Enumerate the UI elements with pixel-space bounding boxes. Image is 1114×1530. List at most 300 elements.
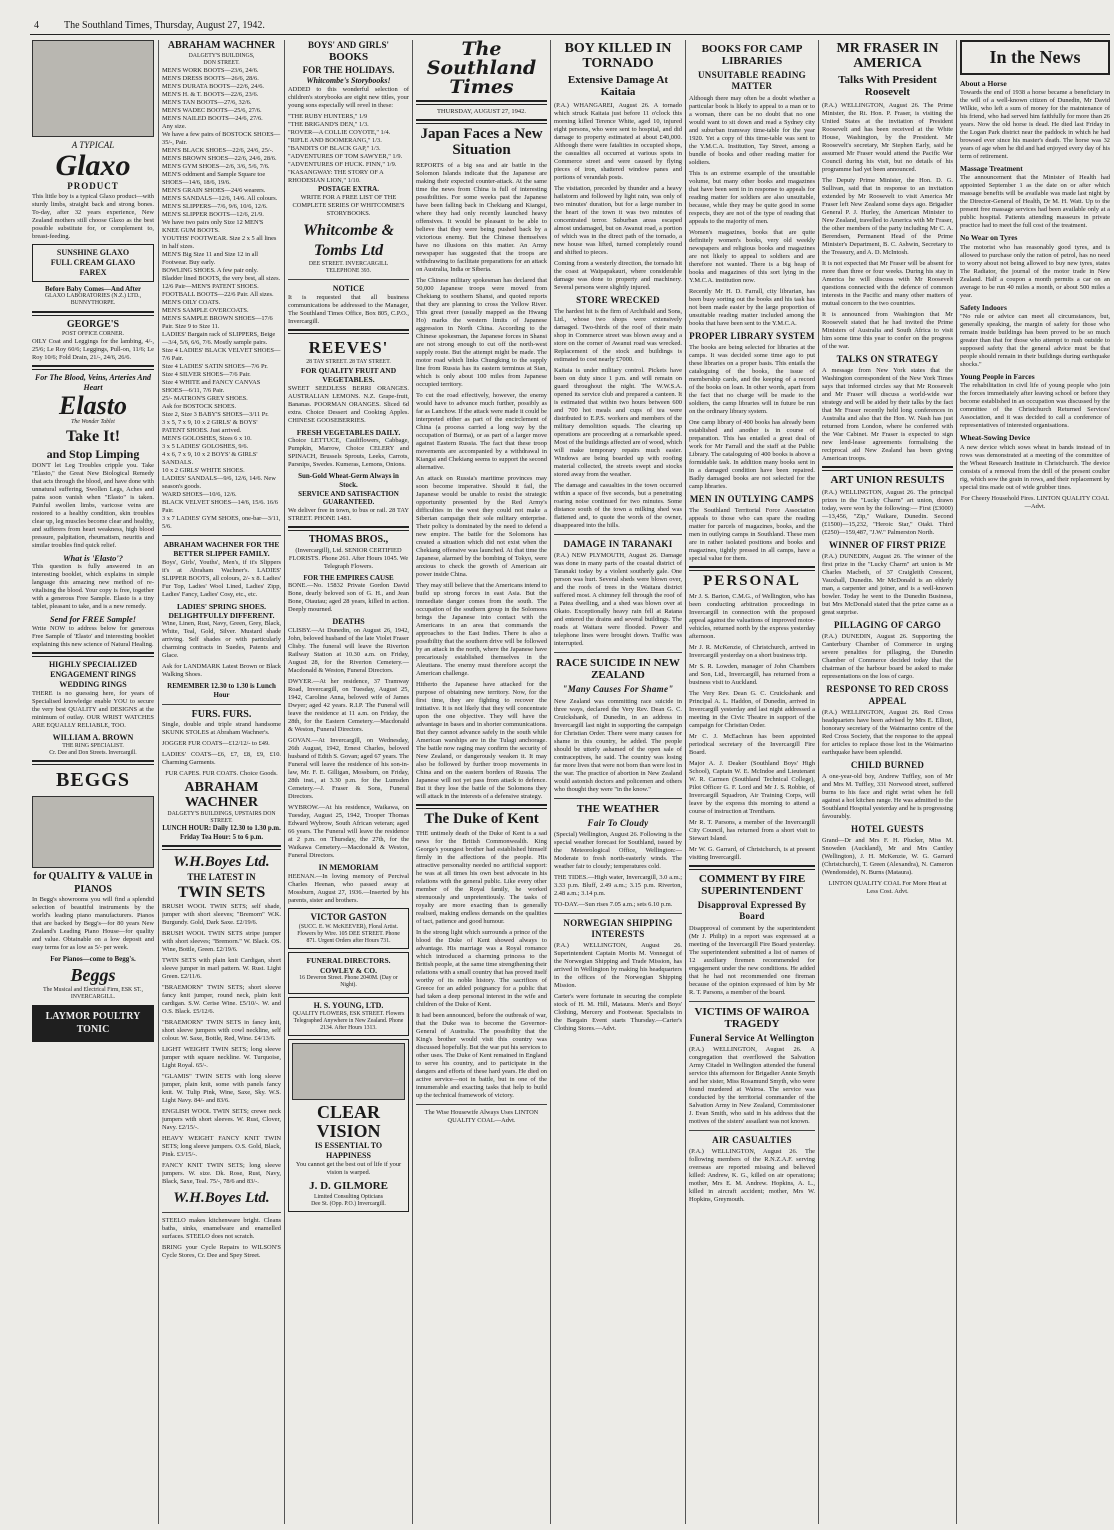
divider (416, 1104, 547, 1105)
furs-ladies: LADIES' COATS—£6, £7, £8, £9, £10. Charming Garments. (162, 751, 281, 767)
furs-text: Single, double and triple strand handsome SKUNK STOLES at Abraham Wachner's. (162, 721, 281, 737)
library-paragraph: Recently Mr H. D. Farrall, city librarian, has been busy sorting out the books and his task has not been made easier by the large proportion of unsuitable reading matter included among the books that have been sent to the Y.M.C.A. (689, 287, 815, 327)
georges-sub: POST OFFICE CORNER. (62, 331, 124, 338)
memoriam-head: IN MEMORIAM (318, 863, 379, 873)
tornado-body (554, 102, 682, 292)
book-title: "ADVENTURES OF HUCK. FINN," 1/9. (288, 161, 397, 169)
fraser-body (822, 102, 953, 351)
store-paragraph: The hardest hit is the firm of Archibald and Sons, Ltd., whose two shops were extensively damaged. Two-thirds of the roof of their main shop in Commerce street was blown away and a store on the corner of Awanui road was wrecked. Replacement of the stock and buildings is estimated to cost nearly £7000. (554, 307, 682, 363)
wachner-item: MEN'S DURATA BOOTS—22/6, 24/6. (162, 82, 265, 90)
column-6 (689, 40, 815, 1524)
wachner-addr: DALGETY'S BUILDINGS, (188, 52, 255, 59)
glaxo-text: This little boy is a typical Glaxo product—with sturdy limbs, straight back and strong bones. To-day, after 32 years experience, New Zealand mothers still choose Glaxo as the best possible substitute for, or complement to, breast-feeding. (32, 192, 154, 240)
masthead-line: The Southland Times, Thursday, August 27, 1942. (64, 20, 265, 31)
proper-library-subhead: PROPER LIBRARY SYSTEM (689, 330, 815, 341)
news-items (960, 79, 1110, 492)
young-text: QUALITY FLOWERS, ESK STREET. Flowers Telegraphed Anywhere in New Zealand. Phone 2134. After Hours 1313. (292, 1010, 405, 1031)
wachner-item: Size 4 SILVER SHOES—7/6 Pair. (162, 370, 251, 378)
fraser-paragraph: The Deputy Prime Minister, the Hon. D. G. Sullivan, said that in response to an invitation extended by Mr Roosevelt to visit America Mr Fraser left New Zealand some days ago. Brigadier General P. J. Hurley, the American Minister to New Zealand, travelled to America with Mr Fraser, the other members of the party including Mr C. A. Berendsen, Permanent Head of the Prime Minister's Department, B. C. Ashwin, Secretary to the Treasury, and A. D. McIntosh. (822, 176, 953, 256)
column-2 (162, 40, 281, 1524)
wachner-item: 25/- MATRON'S GREY SHOES. (162, 394, 248, 402)
twin-set-item: FANCY KNIT TWIN SETS; long sleeve jumpers. W. size. Dk. Rose, Rust, Navy, Black, Saxe, Teal. 75/-, 78/6 and 83/-. (162, 1162, 281, 1186)
wachner-item: Size 2, Size 3 BABY'S SHOES—3/11 Pr. (162, 410, 269, 418)
library-paragraph: This is an extreme example of the unsuitable volume, but many other books and magazines that have been sent in in response to appeals for reading matter for soldiers are also unsuitable, because, while they may be quite good in some respects, they are not of the type of reading that appeals to the majority of men. (689, 169, 815, 225)
wachner-item: MEN'S SAMPLE BROWN SHOES—17/6 Pair. Size 9 to Size 11. (162, 314, 273, 330)
wachner-item: YOUTHS' FOOTWEAR. Size 2 x 5 all lines in half sizes. (162, 234, 277, 250)
divider (689, 865, 815, 870)
twin-set-item: "GLAMIS" TWIN SETS with long sleeve jumper, plain knit, some with panels fancy knit. W. Tulip Pink, Wine, Saxe, Sky. W.S. Light Navy. 84/- and 83/6. (162, 1073, 281, 1105)
beggs-footer: For Pianos—come to Begg's. (50, 955, 136, 964)
child-text: A one-year-old boy, Andrew Tuffley, son of Mr and Mrs M. Tuffley, 331 Norwood street, suffered burns to his face and right wrist when he fell against a hot kitchen range. He was admitted to the Southland Hospital yesterday and he is progressing favourably. (822, 773, 953, 821)
wairoa-text: (P.A.) WELLINGTON, August 26. A congregation that overflowed the Salvation Army Citadel in Wellington attended the funeral service this afternoon for Brigadier Annie Smyth and her sister, Miss Rosamund Smyth, who were found murdered at Wairoa. The service was conducted by the territorial commander of the Salvation Army in New Zealand, Commissioner J. Evan Smith, who said in his address that the motives of the sisters' assailant was not known. (689, 1046, 815, 1126)
divider (416, 119, 547, 124)
whitcombe-tel: TELEPHONE 393. (325, 268, 372, 275)
column-divider (818, 40, 819, 1524)
wachner2-name: ABRAHAM WACHNER (184, 780, 259, 811)
hotel-headline: HOTEL GUESTS (851, 824, 924, 835)
twin-set-item: LIGHT WEIGHT TWIN SETS; long sleeve jumper with square neckline. W. Turquoise, Light Royal. 65/-. (162, 1046, 281, 1070)
hotel-text: Grand—Dr and Mrs F. H. Plucker, Miss M. Snowden (Auckland), Mr and Mrs Cantley (Wellington), J. H. McKenzie, W. G. Garrard (Christchurch), T. Green (Alexandra), N. Cameron (Wendonside), N. Burns (Mataura). (822, 837, 953, 877)
divider (162, 1212, 281, 1213)
glaxo-product: PRODUCT (67, 181, 119, 192)
death-notice: DWYER.—At her residence, 37 Tramway Road, Invercargill, on Tuesday, August 25, 1942, Caroline Anna, beloved wife of James Dwyer; aged 42 years. R.I.P. The Funeral will leave the residence at 11 a.m. on Friday, the 28th, for the Eastern Cemetery.—Macdonald & Weston, Funeral Directors. (288, 678, 409, 734)
news-item-heading: About a Horse (960, 78, 1007, 88)
suicide-headline: RACE SUICIDE IN NEW ZEALAND (556, 657, 680, 682)
divider (416, 100, 547, 105)
weather-headline: THE WEATHER (576, 802, 660, 815)
brown-addr: Cr. Dee and Don Streets. Invercargill. (49, 750, 137, 757)
divider (689, 1130, 815, 1131)
column-divider (685, 40, 686, 1524)
editorial-paragraph: An attack on Russia's maritime provinces may soon become imperative. Should it fail, the Japanese would be unable to resist the strategic opportunity presented by the Red Army's difficulties in the west they could not make a Siberian campaign their sole military enterprise. Their policy is dominated by the need to defend a new empire. The battle for the Solomons has created a situation which did not exist when the Chekiang offensive was launched. At that time the Japanese, alarmed by the bombing of Tokyo, were anxious to check the growth of American air power inside China. (416, 474, 547, 578)
news-item-text: The announcement that the Minister of Health had appointed September 1 as the date on or after which massage benefits will be available was made last night by the Director-General of Health, Dr M. H. Watt. Up to the present free massage services had been available only at a public hospital. Patients attending masseurs in private practice had to meet the full cost of the treatment. (960, 174, 1110, 230)
taranaki-text: (P.A.) NEW PLYMOUTH, August 26. Damage was done in many parts of the coastal district of Taranaki today by a violent southerly gale. One person was hurt. Several sheds were blown over, and the roofs of trees in the Waitara district suffered most. A chimney fell through the roof of a Patea dwelling, and a shed was blown over at Okato. Exceptionally heavy rain fell at Ratana and entered the drains and several buildings. The roads at Waitara were flooded. Power and telephone lines were brought down. Traffic was interrupted. (554, 552, 682, 648)
column-1 (32, 40, 154, 1524)
wairoa-headline: VICTIMS OF WAIROA TRAGEDY (694, 1005, 810, 1030)
norwegian-text: (P.A.) WELLINGTON, August 26. Superintendent Captain Morits M. Vonnegut of the Norwegian Shipping and Trade Mission, has arrived in Wellington by making his headquarters in the offices of the Norwegian Shipping Mission. (554, 942, 682, 990)
linton-ad: LINTON QUALITY COAL For More Heat at Less Cost. Advt. (828, 880, 947, 896)
wachner-item: MEN'S OILY COATS. (162, 298, 221, 306)
spring-text: Wine, Linen, Rust, Navy, Green, Grey, Black, White, Teal, Gold, Silver. Mustard shade arriving. Self shades or with particularly charming contracts in Suedes, Patents and Glace. (162, 620, 281, 660)
georges-name: GEORGE'S (66, 318, 120, 330)
news-item-heading: Young People in Farces (960, 372, 1035, 381)
gaston-name: VICTOR GASTON (310, 912, 387, 923)
personal-paragraph: The Very Rev. Dean G. C. Cruickshank and Principal A. L. Haddon, of Dunedin, arrived in Invercargill yesterday and last night addressed a meeting in the Civic Theatre in support of the campaign for Christian Order. (689, 689, 815, 729)
editorial-date: THURSDAY, AUGUST 27, 1942. (436, 108, 527, 115)
notice-head: NOTICE (332, 284, 365, 294)
piano-illustration (32, 796, 154, 868)
clear-sub: IS ESSENTIAL TO HAPPINESS (314, 1140, 383, 1160)
wachner-item: MEN'S WORK BOOTS—23/6, 24/6. (162, 66, 259, 74)
proper-library-body (689, 344, 815, 491)
cycle-ad: BRING your Cycle Repairs to WILSON'S Cycle Stores, Cr. Dee and Spey Street. (162, 1244, 281, 1260)
glaxo-line: SUNSHINE GLAXO (56, 247, 130, 257)
divider (288, 279, 409, 280)
wachner-item: Size 4 LADIES' BLACK VELVET SHOES—7/6 Pair. (162, 346, 281, 362)
wachner-item: Size 4 WHITE and FANCY CANVAS SHOES—6/11, 7/6 Pair. (162, 378, 261, 394)
brown-sub: THE RING SPECIALIST. (62, 742, 124, 749)
personal-body (689, 593, 815, 862)
wachner2-addr: DALGETY'S BUILDINGS, UPSTAIRS DON STREET. (167, 810, 276, 825)
glaxo-brand: Glaxo (55, 149, 131, 183)
gaston-text: (SUCC. E. W. McKEEVER), Floral Artist. Flowers by Wire. 105 DEE STREET. Phone 871. Urgent Orders after Hours 731. (297, 923, 400, 945)
twin-set-item: ENGLISH WOOL TWIN SETS; crewe neck jumpers with short sleeves. W. Rust, Clover, Navy. £2/15/-. (162, 1108, 281, 1132)
pillaging-text: (P.A.) DUNEDIN, August 26. Supporting the Canterbury Chamber of Commerce in urging severe penalties for pillaging, the Dunedin Chamber of Commerce decided today that the chairman of the harbour board be asked to make representations on the loss of cargo. (822, 633, 953, 681)
gaston-ad (288, 908, 409, 949)
personal-headline: PERSONAL (703, 573, 801, 590)
books-head: BOYS' AND GIRLS' (307, 40, 390, 50)
wachner-item: MEN'S oddment and Sample Square toe SHOES—14/6, 18/6, 19/6. (162, 170, 266, 186)
ad-divider (162, 845, 281, 850)
wachner-item: 3 x 5 LADIES' GOLOSHES, 9/6. (162, 442, 249, 450)
carters-ad: Carter's were fortunate in securing the complete stock of H. M. Hill, Mataura. Men's and Boys' Clothing, Mercery and Footwear. Specialists in the Bargain Event starts Thursday.—Carter's Clothing Stores.—Advt. (554, 993, 682, 1033)
twin-set-item: BRUSH WOOL TWIN SETS stripe jumper with short sleeves; "Bremorn." W. Black. OS. Wine, Bottle, Green. £2/19/6. (162, 930, 281, 954)
news-item-heading: Safety Indoors (960, 302, 1007, 312)
wachner-item: 3 x 7 LADIES' GYM SHOES, one-bar—3/11, 5/6. (162, 514, 281, 530)
editorial-paragraph: REPORTS of a big sea and air battle in the Solomon Islands indicate that the Japanese are making their expected counter-attack. At the same time the news from China is full of interesting possibilities. For some weeks past the Japanese have been falling back in Chekiang and Kiangsi, where they had only recently launched heavy offensives. It would be pleasant to be able to believe that they were being pushed back by a victorious enemy. But the Chinese themselves have no illusions on this matter. An Army newspaper has suggested that the troops are withdrawing to facilitate preparations for an attack on Australia, India or Siberia. (416, 161, 547, 273)
reeves-addr: 28 TAY STREET. 28 TAY STREET. (306, 358, 391, 365)
young-name: H. S. YOUNG, LTD. (313, 1000, 384, 1010)
winner-headline: WINNER OF FIRST PRIZE (828, 539, 947, 550)
wise-housewife-ad: The Wise Housewife Always Uses LINTON QUALITY COAL—Advt. (424, 1109, 539, 1125)
empire-text: BONE.—No. 15832 Private Gordon David Bone, dearly beloved son of G. H., and Jean Bone, Otautau; aged 28 years, killed in action. Deeply mourned. (288, 582, 409, 614)
brown-name: WILLIAM A. BROWN (52, 732, 134, 742)
elasto-text: DON'T let Leg Troubles cripple you. Take "Elasto," the Great New Biological Remedy that acts through the blood, and have done with unnatural suffering, Swollen Legs, Aches and pains soon vanish when "Elasto" is taken. Painful swollen limbs, varicose veins are restored to a healthy condition, skin troubles clear up, leg muscles become clear and healthy, and sufferers from heart weakness, high blood pressure, palpitation, rheumatism, neuritis and similar troubles find quick relief. (32, 461, 154, 549)
glaxo-company: GLAXO LABORATORIES (N.Z.) LTD., BUNNYTHORPE. (44, 293, 142, 307)
news-item-heading: No Wear on Tyres (960, 233, 1018, 243)
kent-paragraph: It had been announced, before the outbreak of war, that the Duke was to become the Governor-General of Australia. The possibility that the King's brother would visit this country was discussed hopefully. But the war put his services to other uses. The Duke of Kent remained in England to serve his country, and to participate in the dangers and efforts of these hard years. He died on active service—not in battle, but in one of the innumerable and exacting tasks that help to build up the technical framework of victory. (416, 1012, 547, 1100)
wachner-item: MEN'S BROWN SHOES—22/6, 24/6, 28/6. (162, 154, 277, 162)
column-divider (550, 40, 551, 1524)
winner-text: (P.A.) DUNEDIN, August 26. The winner of the first prize in the "Lucky Charm" art union is Mr Charles Macbeth, of 37 Craigleith Crescent, Vauxhall, Dunedin. Mr McDonald is an elderly man, a carpenter and joiner, and is a well-known bowler. Today he went to the Dunedin Business, but Mrs McDonald stated that the prize came as a great surprise. (822, 553, 953, 617)
funeral-text: 16 Deveron Street. Phone 2040M. (Day or Night). (299, 975, 398, 989)
beggs-store: The Musical and Electrical Firm, ESK ST., INVERCARGILL. (43, 986, 143, 1000)
thomas-sub: (Invercargill), Ltd. SENIOR CERTIFIED FLORISTS. Phone 261. After Hours 1045. We Telegraph Flowers. (288, 546, 409, 570)
wachner-item: BOWLING SHOES. A few pair only. (162, 266, 258, 274)
library-paragraph: Women's magazines, books that are quite definitely women's books, very old weekly newspapers and religious books and magazines are not likely to appeal to soldiers and are therefore not wanted. There is a big heap of books and magazines of this sort lying in the Y.M.C.A. institution now. (689, 228, 815, 284)
wachner-item: Size 4 LADIES' SATIN SHOES—7/6 Pr. (162, 362, 268, 370)
deaths-head: DEATHS (332, 617, 365, 627)
column-8 (960, 40, 1110, 1524)
deaths-list (288, 627, 409, 860)
books-head: BOOKS (328, 51, 369, 64)
books-write: WRITE FOR A FREE LIST OF THE COMPLETE SERIES OF WHITCOMBE'S STORYBOOKS. (292, 194, 405, 217)
news-item-text: A new device which sows wheat in bands instead of in rows was demonstrated at a meeting of the committee of the Wheat Research Institute in Christchurch. The device consists of a removal from the drill of the present coulter rig, which sow the grain in rows, and their replacement by special tins made out of wide grubber tines. (960, 443, 1110, 491)
beggs-text: In Begg's showrooms you will find a splendid selection of beautiful instruments by the world's leading piano manufacturers. Pianos that are backed by Begg's—for 80 years New Zealand's Leading Piano House—for quality and value. Obtainable on a low deposit and easy terms for as low as 5/- per week. (32, 896, 154, 952)
divider (689, 566, 815, 571)
wachner-item: Bladder lined BOOTS, the very best, all sizes. (162, 274, 281, 282)
personal-paragraph: Mr J. R. McKenzie, of Christchurch, arrived in Invercargill yesterday on a short business trip. (689, 643, 815, 659)
books-head: Whitcombe's Storybooks! (306, 76, 391, 86)
fraser-subhead: Talks With President Roosevelt (838, 74, 937, 99)
wachner-item: MEN'S Big Size 11 and Size 12 in all Footwear. Buy early. (162, 250, 259, 266)
air-headline: AIR CASUALTIES (712, 1135, 792, 1146)
fraser-paragraph: (P.A.) WELLINGTON, August 26. The Prime Minister, the Rt. Hon. P. Fraser, is visiting the United States at the invitation of President Roosevelt and has been received at the White House, Washington, by the President. Mr Roosevelt's secretary, Mr Stephen Early, said he assumed Mr Fraser would attend the Pacific War Council during his visit, but no details of his programme had yet been announced. (822, 101, 953, 173)
norwegian-headline: NORWEGIAN SHIPPING INTERESTS (563, 917, 673, 940)
personal-paragraph: Mr R. T. Parsons, a member of the Invercargill City Council, has returned from a short visit to Stewart Island. (689, 818, 815, 842)
wachner-item: Any size. (162, 122, 187, 130)
book-title: "BANDITS OF BLACK GAP," 1/3. (288, 145, 381, 153)
tornado-paragraph: (P.A.) WHANGAREI, August 26. A tornado which struck Kaitaia just before 11 o'clock this morning killed Terence White, aged 10, injured eight persons, who were sent to hospital, and did damage to property estimated at about £40,000. Although there were fatalities in occupied shops, the casualties all occurred at various spots in Commerce street and were caused by flying pieces of iron, shattered window panes and portions of verandah posts. (554, 101, 682, 181)
glaxo-lines-box (32, 244, 154, 282)
fire-subhead: Disapproval Expressed By Board (697, 900, 807, 922)
wachner-item: 12/6 Pair—MEN'S PATENT SHOES. (162, 282, 259, 290)
young-ad (288, 997, 409, 1037)
wachner-item: LADIES' SANDALS—9/6, 12/6, 14/6. New season's goods. (162, 474, 276, 490)
personal-paragraph: Major A. J. Deaker (Southland Boys' High School), Captain W. E. McIndoe and Lieutenant W. R. Carmen (Southland Technical College), Pilot Officer G. F. Lord and Mr J. S. Robbie, of Invercargill Squadron, Air Training Corps, will leave by the express this morning to attend a course of instruction at Trentham. (689, 759, 815, 815)
store-subhead: STORE WRECKED (576, 294, 660, 305)
wachner-item: BLACK VELVET SHOES—14/6, 15/6. 16/6 Pair. (162, 498, 278, 514)
ad-divider (32, 760, 154, 765)
books-text: ADDED to this wonderful selection of children's storybooks are eight new titles, your young sons especially will revel in these: (288, 86, 409, 110)
better-slipper: ABRAHAM WACHNER FOR THE BETTER SLIPPER FAMILY. (163, 539, 280, 559)
strategy-text: A message from New York states that the Washington correspondent of the New York Times says that informed circles say that Mr Roosevelt and Mr Fraser will discuss a world-wide war strategy and will be aided by their talks by the fact that Mr Fraser recently held long conferences in Australia and also that the Hon. W. Nash has just returned from London, where he conferred with the War Cabinet. Mr Fraser is expected to sign new lend-lease agreements formalising the reciprocal aid New Zealand has been giving American troops. (822, 366, 953, 462)
book-title: "RIFLE AND BOOMERANG," 1/3. (288, 137, 382, 145)
wachner-item: Ask for BOSTOCK SHOES. (162, 402, 237, 410)
news-item-text: "No rule or advice can meet all circumstances, but, generally speaking, the margin of safety for those who remain inside buildings has been proved to be so much greater than that for those who attempt to rush outside to supposed safety that the general advice must be that people should remain in their buildings during earthquake shocks." (960, 313, 1110, 368)
elasto-take: Take It! (65, 427, 121, 445)
divider (416, 804, 547, 809)
library-headline: BOOKS FOR CAMP LIBRARIES (701, 43, 803, 68)
personal-paragraph: Mr S. R. Lowden, manager of John Chambers and Son, Ltd., Invercargill, has returned from a business visit to Auckland. (689, 662, 815, 686)
child-headline: CHILD BURNED (850, 759, 925, 770)
elasto-sample: Send for FREE Sample! (49, 614, 137, 625)
column-divider (158, 40, 159, 1524)
air-text: (P.A.) WELLINGTON, August 26. The following members of the R.N.Z.A.F. serving overseas are reported missing and believed killed: Andrew, K. G., killed on air operations; mother, Mrs E. M. Andrew. Hopkins, A. L., killed in aircraft accident; mother, Mrs W. Hopkins, Greymouth. (689, 1148, 815, 1204)
kent-paragraph: In the strong light which surrounds a prince of the blood the Duke of Kent showed always to advantage. His marriage was a Royal romance which introduced a charming princess to the British people, at the same time strengthening their relations with a small country that has proved itself worthy of its noble history. The sacrifices of Greece for an added poignancy for a public that had taken a deep personal interest in the wife and children of the Duke of Kent. (416, 929, 547, 1009)
library-subhead: UNSUITABLE READING MATTER (697, 70, 806, 92)
whitcombe-sign: Whitcombe & Tombs Ltd (302, 222, 395, 259)
column-5 (554, 40, 682, 1524)
fraser-headline: MR FRASER IN AMERICA (836, 41, 939, 71)
book-title: "ROVER—A COLLIE COYOTE," 1/4. (288, 129, 391, 137)
kent-body (416, 830, 547, 1100)
beggs-name: BEGGS (56, 769, 130, 792)
twin-set-item: "BRAEMORN" TWIN SETS in fancy knit, short sleeve jumpers with cowl neckline, self colour. W. Saxe, Bottle, Red, Wine. £4/13/6. (162, 1019, 281, 1043)
weather-sun: TO-DAY.—Sun rises 7.05 a.m.; sets 6.10 p.m. (554, 900, 673, 908)
personal-paragraph: Mr J. S. Barton, C.M.G., of Wellington, who has been conducting arbitration proceedings in Invercargill in connection with the proposed appeal against the valuations of improved motor-vehicles, returned north by the express yesterday afternoon. (689, 592, 815, 640)
funeral-head: FUNERAL DIRECTORS. COWLEY & CO. (306, 956, 391, 975)
news-item-heading: Massage Treatment (960, 163, 1023, 173)
tornado-subhead: Extensive Damage At Kaitaia (567, 74, 669, 99)
twin-set-item: "BRAEMORN" TWIN SETS; short sleeve fancy knit jumper, round neck, plain knit cardigan. S.W. Cerise Wine. £5/10/-. W. and O.S. Black. £5/12/6. (162, 984, 281, 1016)
column-divider (284, 40, 285, 1524)
strategy-subhead: TALKS ON STRATEGY (836, 353, 939, 364)
news-item-text: The rehabilitation in civil life of young people who join the forces immediately after leaving school or before they become established in an occupation was discussed by the committee of the Christchurch Returned Services' Association, and it was decided to call a conference of representatives of interested organisations. (960, 382, 1110, 430)
wachner-item: FOOTBALL BOOTS—22/6 Pair. All sizes. (162, 290, 274, 298)
wachner-item: MEN'S SANDALS—12/6, 14/6. All colours. (162, 194, 278, 202)
boyes-logo: W.H.Boyes Ltd. (173, 854, 270, 871)
gilmore-addr: Dee St. (Opp. P.O.) Invercargill. (311, 1200, 386, 1207)
books-postage: POSTAGE EXTRA. (318, 185, 379, 194)
column-7 (822, 40, 953, 1524)
editorial-body (416, 162, 547, 801)
editorial-masthead (416, 40, 547, 124)
engagement-head: HIGHLY SPECIALIZED ENGAGEMENT RINGS WEDDING RINGS (48, 659, 138, 689)
elasto-what-text: This question is fully answered in an interesting booklet, which explains in simple language this amazing new method of re-vitalising the blood. Your copy is free, together with a generous Free Sample. Elasto is a tiny tablet, pleasant to take, and is a new remedy. (32, 563, 154, 611)
store-paragraph: Kaitaia is under military control. Pickets have been on duty since 1 p.m. and will remain on guard throughout the night. The W.W.S.A. opened its service club and prepared a canteen. It is estimated that within two hours between 600 and 700 hot meals and cups of tea were distributed to E.P.S. workers and members of the military demolition squads. The clearing up operations are proceeding at a remarkable speed. Most of the buildings affected are of wood, which will make temporary repairs much easier. Windows are being boarded up with roofing material collected, the streets swept and stocks stored away from the weather. (554, 366, 682, 478)
baby-photo (32, 40, 154, 137)
column-divider (412, 40, 413, 1524)
clear-head: CLEAR VISION (316, 1102, 381, 1142)
wachner-item: MEN'S SAMPLE OVERCOATS. (162, 306, 249, 314)
reeves-service: SERVICE AND SATISFACTION GUARANTEED. (298, 489, 399, 507)
divider (554, 913, 682, 914)
art-union-headline: ART UNION RESULTS (830, 473, 945, 486)
glaxo-small-title: A TYPICAL (71, 140, 115, 150)
glaxo-line: FAREX (79, 267, 107, 277)
suicide-subhead: "Many Causes For Shame" (562, 684, 674, 695)
header-rule (30, 34, 1110, 35)
elasto-tag: The Wonder Tablet (71, 419, 115, 426)
wachner-item: MEN'S NAILED BOOTS—24/6, 27/6. (162, 114, 263, 122)
newspaper-title: The Southland Times (426, 40, 537, 98)
steelo-ad: STEELO makes kitchenware bright. Cleans baths, sinks, enamelware and enamelled surfaces. STEELO does not scratch. (162, 1217, 281, 1241)
camps-subhead: MEN IN OUTLYING CAMPS (689, 493, 815, 504)
gilmore-ad (288, 1039, 409, 1212)
furs-jogger: JOGGER FUR COATS—£12/12/- to £49. (162, 740, 270, 748)
book-title: "THE BRIGAND'S DEN," 1/3. (288, 121, 369, 129)
reeves-fruit: FOR QUALITY FRUIT AND VEGETABLES. (300, 365, 397, 385)
fire-headline: COMMENT BY FIRE SUPERINTENDENT (698, 872, 806, 898)
notice-text: It is requested that all business communications be addressed to the Manager, The Southland Times Office, Box 805, C.P.O., Invercargill. (288, 294, 409, 326)
spring-head: LADIES' SPRING SHOES. DELIGHTFULLY DIFFERENT. (168, 601, 275, 621)
elasto-what: What is 'Elasto'? (63, 552, 123, 563)
whitcombe-addr: DEE STREET. INVERCARGILL (308, 261, 389, 267)
cherry-ad: For Cheery Household Fires. LINTON QUALITY COAL—Advt. (960, 494, 1110, 510)
elasto-sample-text: Write NOW to address below for generous Free Sample of 'Elasto' and interesting booklet explaining this new science of Natural Healing. (32, 624, 154, 648)
wachner-item: We have two pairs only Size 12 MEN'S KNEE GUM BOOTS. (162, 218, 264, 234)
beggs-sign: Beggs (70, 965, 116, 986)
in-the-news-banner: In the News (960, 40, 1110, 75)
gilmore-sub: Limited Consulting Opticians (314, 1193, 383, 1200)
georges-text: OILY Coat and Leggings for the lambing, 4/-, 25/6; Le Roy 60/6; Leggings, Pull-on, 11/6; Le Roy 10/6; Fold Drain, 21/-, 24/6, 26/6. (32, 338, 154, 362)
wachner-addr: DON STREET. (203, 59, 240, 66)
editorial-paragraph: Hitherto the Japanese have attacked for the purpose of obtaining new territory. Now, for the first time, they are fighting to recover the initiative. It is not likely that they will concentrate upon the one objective. They will have the advantage in bases and in shorter communications. But they cannot advance safely in the south while American warships are in the Tulagi anchorage. The battle now raging may confirm the security of New Zealand, or dangerously weaken it. It may also be followed by further troop movements in China and on the eastern borders of Russia. The Japanese will not yet pass from attack to defence. But it they lose the battle of the Solomons they will attack in the interests of a defensive strategy. (416, 680, 547, 800)
art-union-text: (P.A.) WELLINGTON, August 26. The principal prizes in the "Lucky Charm" art union, drawn today, were won by the following:— First (£3000)—13,456, "Zip," Waikare, Dunedin. Second (£1500)—15,232, "Heroic Star," Otaki. Third (£250)—159,487, "J.W." Palmerston North. (822, 488, 953, 536)
beggs-quality: for QUALITY & VALUE in PIANOS (33, 871, 153, 895)
library-paragraph: Although there may often be a doubt whether a particular book is likely to appeal to a man or to a woman, there can be no doubt that no one would want to sit down and read a Sydney city and suburban tramway time-table for the year 1920. Yet a copy of this time-table was sent to the Y.M.C.A. Institution, Tay Street, among a bundle of books and other reading matter for soldiers. (689, 94, 815, 166)
wachner-item: 10 x 2 GIRLS' WHITE SHOES. (162, 466, 245, 474)
reeves-sun: Sun-Gold Wheat-Germ Always in Stock. (298, 472, 399, 489)
pillaging-headline: PILLAGING OF CARGO (833, 620, 942, 631)
divider (689, 1001, 815, 1002)
taranaki-headline: DAMAGE IN TARANAKI (563, 538, 673, 549)
twin-list (162, 903, 281, 1186)
redcross-headline: RESPONSE TO RED CROSS APPEAL (826, 684, 949, 706)
glaxo-before: Before Baby Comes—And After (44, 284, 142, 293)
fraser-paragraph: It is not expected that Mr Fraser will be absent for more than three or four weeks. During his stay in America he will discuss with Mr Roosevelt questions connected with the defence of common interests in the Pacific and many other matters of mutual concern to the two countries. (822, 259, 953, 307)
ad-divider (32, 311, 154, 316)
thomas-name: THOMAS BROS., (308, 534, 389, 546)
elasto-head: For The Blood, Veins, Arteries And Heart (34, 373, 152, 393)
divider (554, 534, 682, 535)
clear-text: You cannot get the best out of life if your vision is warped. (295, 1160, 402, 1176)
books-head: FOR THE HOLIDAYS. (302, 65, 395, 75)
wachner-item: MEN'S WADEC BOOTS—25/6, 27/6. (162, 106, 262, 114)
wachner-item: MEN'S SLIPPER BOOTS—12/6, 21/9. (162, 210, 264, 218)
wachner-item: MEN'S DRESS BOOTS—26/6, 28/6. (162, 74, 259, 82)
furs-capes: FUR CAPES. FUR COATS. Choice Goods. (165, 770, 278, 778)
proper-library-paragraph: One camp library of 400 books has already been established and another is in course of preparation. This has entailed a great deal of work for Mr Farrall and the staff at the Public Library. The cataloguing of 400 books is above a formidable task. In addition many books sent in in a damaged condition have been repaired. Badly damaged books are not selected for the camp libraries. (689, 418, 815, 490)
elasto-stop: and Stop Limping (46, 446, 140, 461)
kent-headline: The Duke of Kent (424, 810, 539, 827)
column-divider (956, 40, 957, 1524)
editorial-paragraph: The Chinese military spokesman has declared that 50,000 Japanese troops were moved from Chekiang to southern Shansi, and quoted reports that they are planning to cross the Yellow River. This great river (usually mapped as the Hwang Ho) marks the western limits of Japanese aggression in North China. According to the Chinese spokesman, the Japanese forces in Shansi are not strong enough to cut off the north-west supply route. But the attempt might be made. The motor road which links Chungking to the supply line from Russia has its eastern terminus at Sian, which is only about 100 miles from Japanese occupied territory. (416, 276, 547, 388)
death-notice: GOVAN.—At Invercargill, on Wednesday, 26th August, 1942, Ernest Charles, beloved husband of Edith S. Govan; aged 67 years. The Funeral will leave the residence of his son-in-law, Mr. F. E. Gilligan, Mossburn, on Friday, 28th inst., at 3.30 p.m. for the Lumsden Cemetery.—J. Fraser & Sons, Funeral Directors. (288, 737, 409, 801)
spring-ask: Ask for LANDMARK Latest Brown or Black Walking Shoes. (162, 663, 281, 679)
wachner-name: ABRAHAM WACHNER (167, 40, 276, 51)
editorial-headline: Japan Faces a New Situation (420, 126, 543, 158)
weather-subhead: Fair To Cloudy (587, 817, 649, 828)
wachner-item: MEN'S SLIPPERS—7/6, 9/6, 10/6, 12/6. (162, 202, 268, 210)
death-notice: CLISBY.—At Dunedin, on August 26, 1942, John, beloved husband of the late Violet Fraser Clisby. The funeral will leave the Riverton Railway Station at 10.30 a.m. on Friday, August 28, for the Riverton Cemetery.—Macdonald & Weston, Funeral Directors. (288, 627, 409, 675)
divider (554, 652, 682, 653)
twin-head: THE LATEST IN (187, 872, 256, 883)
face-illustration (292, 1043, 405, 1100)
fire-text: Disapproval of comment by the superintendent (Mr J. Philip) in a report was expressed at a meeting of the Invercargill Fire Board yesterday. The superintendent submitted a list of names of 12 auxiliary firemen recommended for engagement under the new conditions. He added that he had not recommended one fireman because of the opinion expressed of him by Mr R. T. Parsons, a member of the board. (689, 924, 815, 996)
reeves-list: SWEET SEEDLESS BERRI ORANGES. AUSTRALIAN LEMONS. N.Z. Grape-fruit, Bananas. POORMAN ORANGES. Sliced 6d extra. Choice Dessert and Cooking Apples. CHINESE GOOSEBERRIES. (288, 384, 409, 424)
personal-paragraph: Mr W. G. Garrard, of Christchurch, is at present visiting Invercargill. (689, 845, 815, 861)
ad-divider (32, 652, 154, 657)
tornado-paragraph: The visitation, preceded by thunder and a heavy hailstorm and followed by light rain, was only of two minutes' duration, but for a large number in the heart of the town it was two minutes of concentrated terror. Suburban areas escaped almost undamaged, but on Awanui road, a portion of which was in the direct path of the tornado, a new house was lifted, turned completely round and shifted to pieces. (554, 184, 682, 256)
wachner-item: WARD SHOES—10/6, 12/6. (162, 490, 237, 498)
store-paragraph: The damage and casualties in the town occurred within a space of five seconds, but a penetrating roaring noise continued for two minutes. Some distance south of the town a milking shed was flattened and, to quote the words of the owner, disappeared into the hills. (554, 481, 682, 529)
books-list (288, 113, 409, 185)
suicide-text: New Zealand was committing race suicide in three ways, declared the Very Rev. Dean G. C. Cruickshank, of Dunedin, in an address in Invercargill last night in supporting the campaign for Christian Order. There were many causes for shame in this country, he added. The people should be utterly ashamed of the open sale of contraceptives, he said. The country was losing far more lives that were not born than were lost in the war. The practice of abortion in New Zealand would astonish doctors and policemen and others who thought they were "in the know." (554, 697, 682, 793)
wachner-item: LADIES' Bargain rack of SLIPPERS, Beige—3/4, 5/6, 6/6, 7/6. Mostly sample pairs. (162, 330, 276, 346)
memoriam-text: HEENAN.—In loving memory of Percival Charles Heenan, who passed away at Mossburn, August 27, 1936.—Inserted by his parents, sister and brothers. (288, 873, 409, 905)
book-title: "THE RUBY HUNTERS," 1/9 (288, 113, 368, 121)
divider (554, 798, 682, 799)
wachner-item: We have a few pairs of BOSTOCK SHOES—35/-, Pair. (162, 130, 281, 146)
tornado-headline: BOY KILLED IN TORNADO (564, 41, 672, 71)
redcross-text: (P.A.) WELLINGTON, August 26. Red Cross headquarters have been advised by Mrs E. Elliott, honorary secretary of the Waimarino centre of the Red Cross Society, that the response to the appeal for articles to replace those lost in the Waimarino earthquake have been splendid. (822, 708, 953, 756)
wachner-item: 3 x 5, 7 x 9, 10 x 2 GIRLS' & BOYS' PATENT SHOES. Just arrived. (162, 418, 258, 434)
ad-divider (288, 526, 409, 531)
elasto-brand: Elasto (59, 391, 127, 421)
lunch-hour: LUNCH HOUR: Daily 12.30 to 1.30 p.m. Friday Tea Hour: 5 to 6 p.m. (162, 825, 281, 841)
gilmore-name: J. D. GILMORE (309, 1179, 388, 1192)
divider (162, 535, 281, 536)
wachner-item: MEN'S GOLOSHES, Sizes 6 x 10. (162, 434, 252, 442)
store-body (554, 308, 682, 530)
book-title: "ADVENTURES OF TOM SAWYER," 1/9. (288, 153, 403, 161)
editorial-paragraph: To cut the road effectively, however, the enemy would have to advance much further, possibly as far as Lanchow. If the attack were made it could be interpreted either as part of the encirclement of China (a process carried a long way by the occupation of Burma), or as part of a larger move against Eastern Russia. The fact that these troop movements are accompanied by a withdrawal in Kiangsi and Chekiang seems to support the second alternative. (416, 391, 547, 471)
wachner-list (162, 67, 281, 531)
twin-set-item: HEAVY WEIGHT FANCY KNIT TWIN SETS; long sleeve jumpers. O.S. Gold, Black, Pink. £3/15/-. (162, 1135, 281, 1159)
reeves-fresh: FRESH VEGETABLES DAILY. (296, 427, 401, 437)
weather-tides: THE TIDES.—High water, Invercargill, 3.0 a.m.; 3.33 p.m. Bluff, 2.49 a.m.; 3.15 p.m. Riverton, 2.48 a.m.; 3.14 p.m. (554, 873, 682, 897)
wairoa-subhead: Funeral Service At Wellington (689, 1032, 815, 1043)
twin-set-item: TWIN SETS with plain knit Cardigan, short sleeve jumper in marl pattern. W. Rust. Light Green. £2/11/6. (162, 957, 281, 981)
reeves-deliver: We deliver free in town, to bus or rail. 28 TAY STREET. PHONE 1481. (288, 507, 409, 523)
proper-library-paragraph: The books are being selected for libraries at the camps. It was decided some time ago to put these libraries on a proper basis. This entails the cataloguing of the books, the issue of membership cards, and the keeping of a record of the books on loan. In other words, apart from the fact that no charge will be made to the soldiers, the camp libraries will in future be run on the ordinary library system. (689, 343, 815, 415)
engagement-text: THERE is no guessing here, for years of Specialised knowledge enable YOU to secure the very best QUALITY and DESIGNS at the minimum of outlay. OUR WRIST WATCHES ARE EQUALLY RELIABLE, TOO. (32, 689, 154, 729)
editorial-paragraph: They may still believe that the Americans intend to build up strong forces in east Asia. But the immediate danger comes from the south. The occupation of the southern group in the Solomons brings the Japanese into contact with the Americans in an area that commands the approaches to the East Indies. There is also a possibility that the southern drive will be followed by an attack in the north, where the Japanese have precariously established themselves in the Aleutians. The enemy must therefore accept the American challenge. (416, 581, 547, 677)
reeves-list: Choice LETTUCE, Cauliflowers, Cabbage, Pumpkin, Marrow, Choice CELERY and SPINACH, Brussels Sprouts, Leeks, Carrots, Parsnips, Swedes. Kumeras, Lemons, Onions. (288, 437, 409, 469)
personal-paragraph: Mr C. J. McEachran has been appointed periodical secretary of the Invercargill Fire Board. (689, 732, 815, 756)
kent-paragraph: THE untimely death of the Duke of Kent is a sad news for the British Commonwealth. King George's youngest brother had established himself firmly in the affections of the people. His attractive personality needed no artificial support: he was at all times his own best advocate in his relations with the general public. Like every other member of the Royal family, he worked strenuously and unpretentiously. The tasks of royalty are more exacting than is generally realised, making endless demands on the qualities of tact, patience and good humour. (416, 830, 547, 926)
page-number: 4 (34, 20, 39, 31)
remember-note: REMEMBER 12.30 to 1.30 is Lunch Hour (167, 682, 276, 700)
column-3 (288, 40, 409, 1524)
wachner-item: MEN'S TAN BOOTS—27/6, 32/6. (162, 98, 252, 106)
column-4 (416, 40, 547, 1524)
wachner-item: 4 x 6, 7 x 9, 10 x 2 BOYS' & GIRLS' SANDALS. (162, 450, 258, 466)
library-body (689, 95, 815, 328)
laymor-ad: LAYMOR POULTRY TONIC (32, 1005, 154, 1042)
